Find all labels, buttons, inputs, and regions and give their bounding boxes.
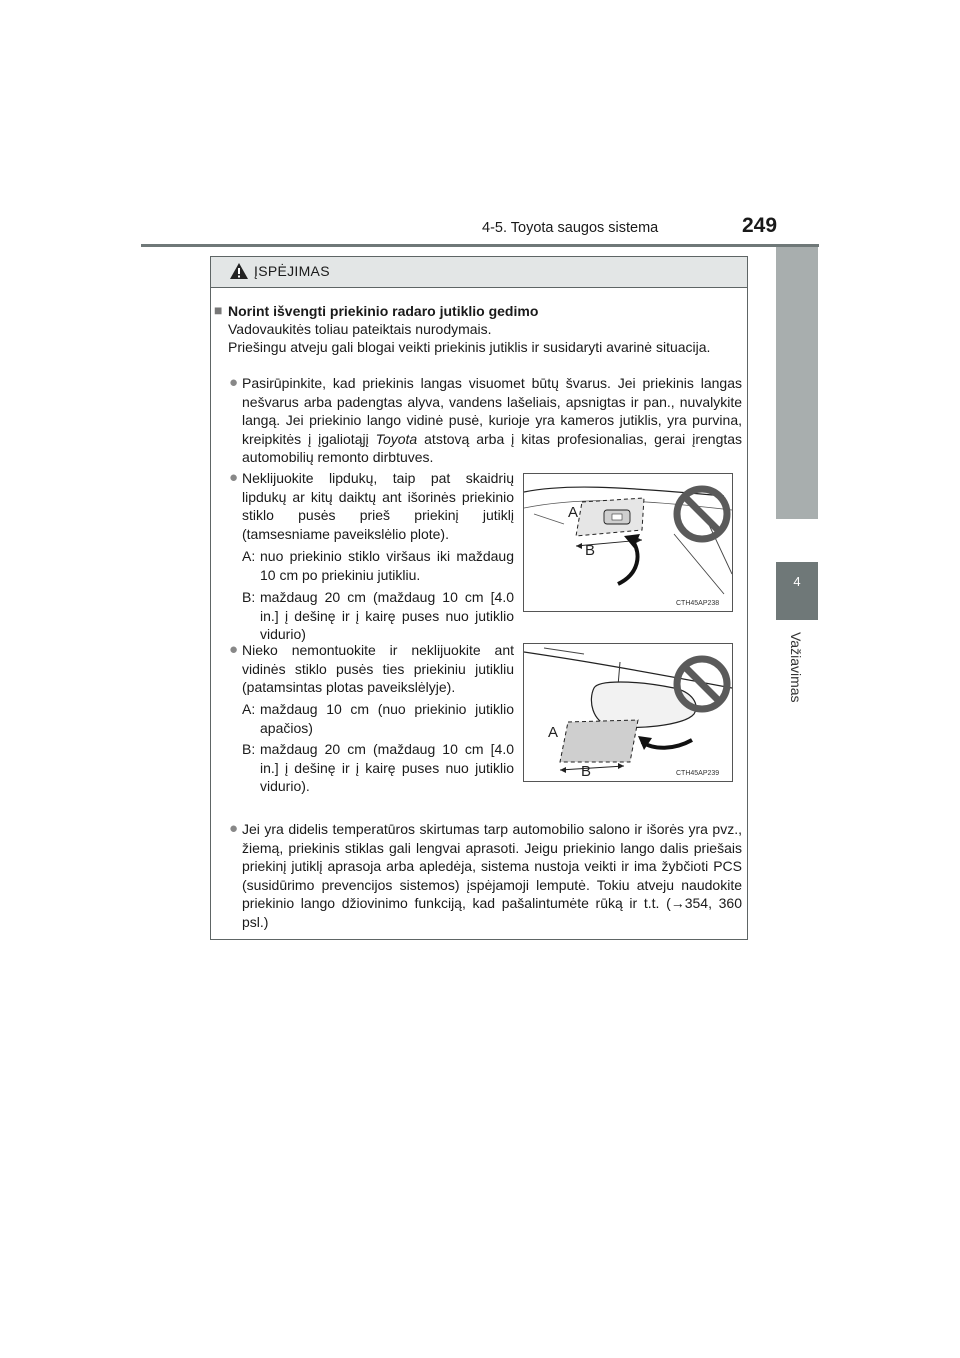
warning-triangle-icon bbox=[229, 262, 249, 280]
windshield-outer-illustration bbox=[524, 474, 732, 611]
warning-title: ĮSPĖJIMAS bbox=[254, 263, 330, 279]
intro-line-2: Priešingu atveju gali blogai veikti priekinis jutiklis ir susidaryti avarinė situacija. bbox=[228, 339, 711, 355]
warning-header bbox=[211, 257, 747, 288]
figure-outer-sensor bbox=[523, 473, 733, 612]
bullet-dot-icon: ● bbox=[229, 469, 239, 486]
bullet-3-b-key: B: bbox=[242, 741, 256, 757]
figure-1-label-b: B bbox=[585, 542, 596, 559]
side-tab-chapter bbox=[776, 562, 818, 620]
section-title: 4-5. Toyota saugos sistema bbox=[482, 220, 659, 236]
warning-box bbox=[210, 256, 748, 940]
bullet-1-text: Pasirūpinkite, kad priekinis langas visuomet būtų švarus. Jei priekinis langas nešvarus arba padengtas alyva, vandens lašeliais, apsnigtas ir pan., nuvalykite langą. Jei priekinio lango vidinė pusė, kurioje yra kameros jutiklis, yra purvina, kreipkitės į įgaliotąjį Toyota atstovą arba į kitas profesionalias, gerai įrengtas automobilių remonto dirbtuves. bbox=[242, 375, 743, 465]
side-tab-upper bbox=[776, 247, 818, 519]
figure-1-label-a: A bbox=[568, 504, 579, 521]
bullet-3-a-text: maždaug 10 cm (nuo priekinio jutiklio apačios) bbox=[260, 701, 514, 736]
bullet-2-b-text: maždaug 20 cm (maždaug 10 cm [4.0 in.] į dešinę ir į kairę puses nuo jutiklio vidurio) bbox=[260, 589, 514, 642]
bullet-dot-icon: ● bbox=[229, 820, 239, 837]
bullet-2-a-key: A: bbox=[242, 548, 256, 564]
chapter-label: Važiavimas bbox=[788, 632, 804, 703]
page-number: 249 bbox=[742, 214, 778, 237]
bullet-4-text: Jei yra didelis temperatūros skirtumas tarp automobilio salono ir išorės yra pvz., žiemą, priekinis stiklas gali lengvai aprasoti. Jeigu priekinio lango dalis priešais priekinį jutiklį aprasoja arba apledėja, sistema nustoja veikti ir ima žybčioti PCS (susidūrimo prevencijos sistemos) įspėjamoji lemputė. Tokiu atveju naudokite priekinio lango džiovinimo funkciją, kad pašalintumėte rūką ir t.t. (→354, 360 psl.) bbox=[242, 821, 742, 930]
windshield-inner-illustration bbox=[524, 644, 732, 781]
figure-2-label-a: A bbox=[548, 724, 559, 741]
bullet-2-b-key: B: bbox=[242, 589, 256, 605]
intro-line-1: Vadovaukitės toliau pateiktais nurodymais. bbox=[228, 321, 492, 337]
figure-1-code: CTH45AP238 bbox=[676, 600, 720, 607]
bullet-2-a-text: nuo priekinio stiklo viršaus iki maždaug 10 cm po priekiniu jutikliu. bbox=[260, 548, 514, 583]
bullet-2-text: Neklijuokite lipdukų, taip pat skaidrių lipdukų ar kitų daiktų ant išorinės priekinio stiklo pusės prieš priekinį jutiklį (tamsesniame paveikslėlio plote). bbox=[242, 470, 514, 542]
figure-2-label-b: B bbox=[581, 763, 592, 780]
figure-inner-sensor bbox=[523, 643, 733, 782]
bullet-3-a-key: A: bbox=[242, 701, 256, 717]
chapter-number: 4 bbox=[793, 574, 801, 589]
header-rule bbox=[141, 244, 819, 247]
section-heading: Norint išvengti priekinio radaro jutiklio gedimo bbox=[228, 303, 539, 319]
bullet-3-b-text: maždaug 20 cm (maždaug 10 cm [4.0 in.] į dešinę ir į kairę puses nuo jutiklio vidurio). bbox=[260, 741, 514, 794]
bullet-3-text: Nieko nemontuokite ir neklijuokite ant vidinės stiklo pusės ties priekiniu jutikliu (patamsintas plotas paveikslėlyje). bbox=[242, 642, 514, 695]
bullet-dot-icon: ● bbox=[229, 641, 239, 658]
bullet-dot-icon: ● bbox=[229, 374, 239, 391]
figure-2-code: CTH45AP239 bbox=[676, 770, 720, 777]
square-bullet-icon: ■ bbox=[214, 302, 223, 318]
